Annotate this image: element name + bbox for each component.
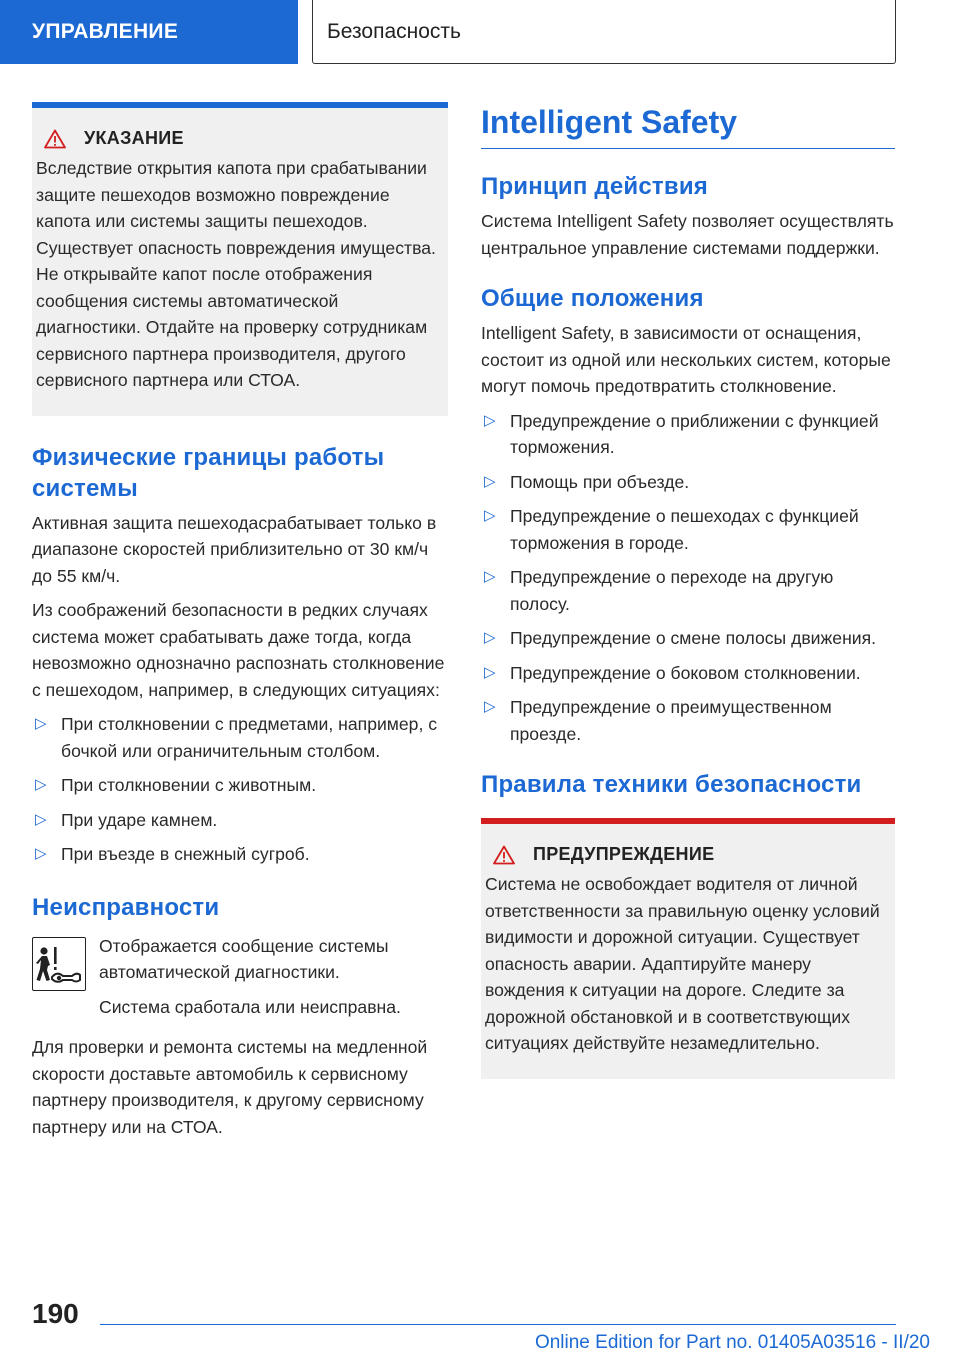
limits-list	[32, 711, 448, 868]
limits-paragraph-1: Активная защита пешеходасрабатывает только в диапазоне скоростей приблизительно от 30 км/ч до 55 км/ч.	[32, 512, 437, 586]
fault-indicator-row	[32, 933, 448, 1029]
principle-heading: Принцип действия	[481, 173, 708, 200]
triangle-right-icon: ▷	[35, 810, 47, 828]
left-column	[32, 102, 448, 1148]
note-text: Вследствие открытия капота при срабатывании защите пешеходов возможно повреждение капота или системы защиты пешеходов. Существует опасность повреждения имущества. Не открывайте капот после отображения сообщения системы автоматической диагностики. Отдайте на проверку сотрудникам сервисного партнера производителя, другого сервисного партнера или СТОА.	[36, 158, 436, 390]
principle-paragraph: Система Intelligent Safety позволяет осуществлять центральное управление системами поддержки.	[481, 211, 894, 258]
safety-rules-heading: Правила техники безопасности	[481, 771, 862, 798]
general-paragraph: Intelligent Safety, в зависимости от оснащения, состоит из одной или нескольких систем, которые могут помочь предотвратить столкновение.	[481, 323, 891, 396]
chapter-title: Безопасность	[312, 0, 896, 64]
right-column	[481, 102, 895, 1079]
list-item: ▷ Предупреждение о приближении с функцией торможения.	[484, 410, 879, 457]
list-item: ▷ Помощь при объезде.	[484, 471, 690, 492]
triangle-right-icon: ▷	[484, 568, 496, 585]
list-item: ▷ При столкновении с животным.	[35, 775, 317, 795]
limits-heading: Физические границы работы системы	[32, 443, 385, 502]
list-item: ▷ При столкновении с предметами, например, с бочкой или ограничительным столбом.	[35, 714, 438, 761]
fault-state-text: Система сработала или неисправна.	[99, 996, 401, 1017]
note-title: УКАЗАНИЕ	[84, 128, 184, 148]
warning-box	[481, 818, 895, 1079]
triangle-right-icon: ▷	[484, 472, 496, 490]
fault-indicator-text	[99, 933, 448, 1029]
triangle-right-icon: ▷	[484, 698, 496, 715]
faults-heading: Неисправности	[32, 893, 220, 921]
warning-triangle-icon	[493, 845, 515, 865]
triangle-right-icon: ▷	[484, 507, 496, 524]
footer-edition-text: Online Edition for Part no. 01405A03516 - II/20	[534, 1332, 930, 1353]
triangle-right-icon: ▷	[35, 776, 47, 793]
triangle-right-icon: ▷	[35, 715, 47, 732]
list-item: ▷ Предупреждение о преимущественном проезде.	[484, 697, 832, 744]
warning-header	[485, 844, 885, 865]
page-number: 190	[32, 1298, 79, 1329]
list-item: ▷ Предупреждение о смене полосы движения.	[484, 628, 877, 648]
limits-paragraph-2: Из соображений безопасности в редких случаях система может срабатывать даже тогда, когда невозможно однозначно распознать столкновение с пешеходом, например, в следующих ситуациях:	[32, 600, 445, 700]
fault-message-text: Отображается сообщение системы автоматической диагностики.	[99, 935, 389, 982]
list-item: ▷ Предупреждение о пешеходах с функцией торможения в городе.	[484, 506, 859, 553]
general-heading: Общие положения	[481, 285, 704, 312]
note-box	[32, 102, 448, 416]
faults-paragraph: Для проверки и ремонта системы на медленной скорости доставьте автомобиль к сервисному партнеру производителя, к другому сервисному партнеру или на СТОА.	[32, 1037, 428, 1137]
list-item: ▷ Предупреждение о переходе на другую полосу.	[484, 567, 834, 614]
pedestrian-protection-icon	[32, 937, 86, 991]
triangle-right-icon: ▷	[484, 411, 496, 429]
triangle-right-icon: ▷	[35, 845, 47, 862]
list-item: ▷ При ударе камнем.	[35, 809, 218, 830]
warning-title: ПРЕДУПРЕЖДЕНИЕ	[533, 844, 715, 864]
triangle-right-icon: ▷	[484, 629, 496, 646]
section-tab: УПРАВЛЕНИЕ	[0, 0, 298, 64]
list-item: ▷ Предупреждение о боковом столкновении.	[484, 662, 861, 683]
warning-triangle-icon	[44, 129, 66, 149]
triangle-right-icon: ▷	[484, 663, 496, 681]
section-title: Intelligent Safety	[481, 102, 895, 149]
warning-text: Система не освобождает водителя от личной ответственности за правильную оценку условий видимости и дорожной ситуации. Существует опасность аварии. Адаптируйте манеру вождения к ситуации на дороге. Следите за дорожной обстановкой и в соответствующих ситуациях действуйте незамедлительно.	[485, 874, 880, 1053]
note-header	[36, 128, 438, 149]
list-item: ▷ При въезде в снежный сугроб.	[35, 844, 310, 864]
footer-rule	[100, 1324, 896, 1325]
general-list	[481, 408, 895, 748]
